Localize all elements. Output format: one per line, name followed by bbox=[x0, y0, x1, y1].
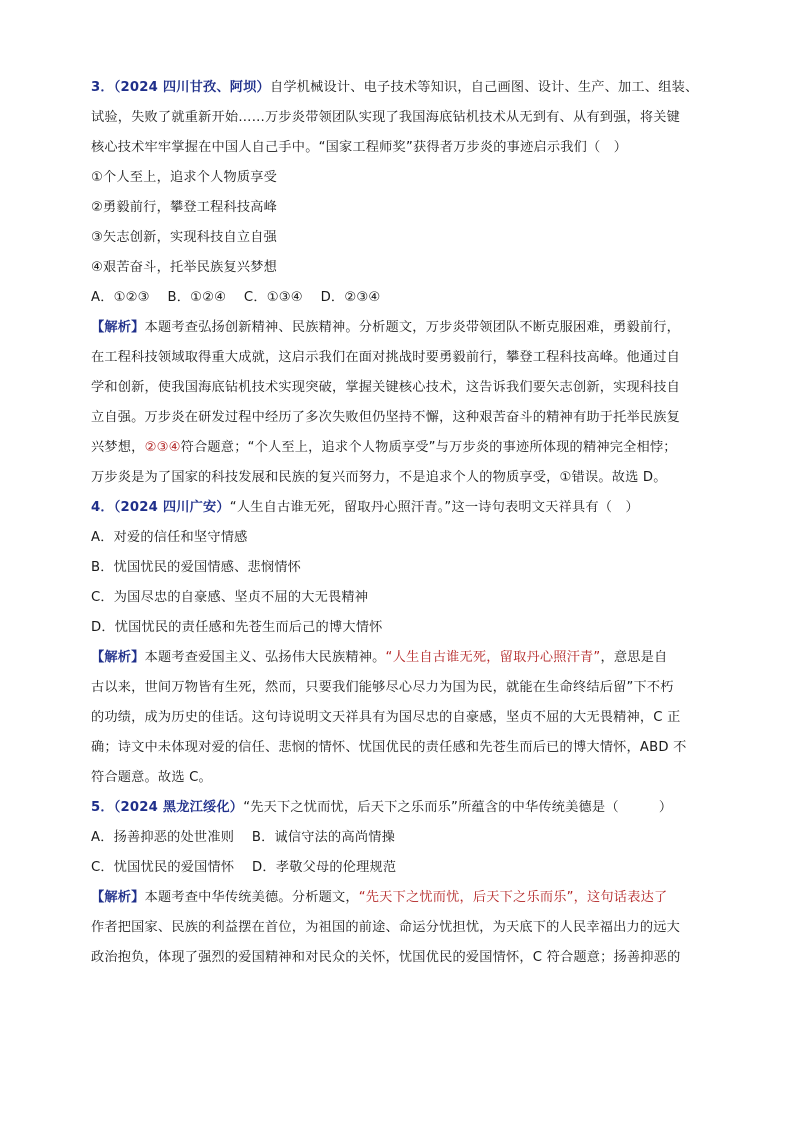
q3-stem-line-3: 核心技术牢牢掌握在中国人自己手中。“国家工程师奖”获得者万步炎的事迹启示我们（ ） bbox=[91, 140, 628, 155]
q5-stem: “先天下之忧而忧，后天下之乐而乐”所蕴含的中华传统美德是（ ） bbox=[243, 800, 673, 815]
q4-analysis-line-4: 确；诗文中未体现对爱的信任、悲悯的情怀、忧国优民的责任感和先苍生而后已的博大情怀，ABD 不 bbox=[91, 740, 687, 755]
q5-analysis-tag: 【解析】 bbox=[91, 890, 145, 905]
q5-analysis-1-highlight: “先天下之忧而忧，后天下之乐而乐”，这句话表达了 bbox=[358, 890, 668, 905]
q5-analysis-line-2: 作者把国家、民族的利益摆在首位，为祖国的前途、命运分忧担忧，为天底下的人民幸福出力的远大 bbox=[91, 920, 681, 935]
q4-source: （2024 四川广安） bbox=[113, 500, 230, 515]
q3-analysis-line-6: 万步炎是为了国家的科技发展和民族的复兴而努力，不是追求个人的物质享受，①错误。故选 D。 bbox=[91, 470, 667, 485]
q4-analysis-line-1 bbox=[91, 648, 713, 668]
q4-analysis-line-5: 符合题意。故选 C。 bbox=[91, 770, 212, 785]
q5-analysis-1-pre: 本题考查中华传统美德。分析题文， bbox=[144, 890, 359, 905]
q5-analysis-line-1 bbox=[91, 888, 713, 908]
q4-option-a: A．对爱的信任和坚守情感 bbox=[91, 530, 248, 545]
q3-analysis-line-5 bbox=[91, 438, 713, 458]
q3-analysis-5-pre: 兴梦想， bbox=[91, 440, 145, 455]
q3-stem-line-2: 试验，失败了就重新开始……万步炎带领团队实现了我国海底钻机技术从无到有、从有到强，将关键 bbox=[91, 110, 681, 125]
q4-analysis-1-highlight: “人生自古谁无死，留取丹心照汗青” bbox=[385, 650, 601, 665]
q3-option-3: ③矢志创新，实现科技自立自强 bbox=[91, 230, 278, 245]
q4-option-d: D．忧国忧民的责任感和先苍生而后己的博大情怀 bbox=[91, 620, 383, 635]
q3-stem-line-1 bbox=[91, 78, 713, 98]
q4-stem: “人生自古谁无死，留取丹心照汗青。”这一诗句表明文天祥具有（ ） bbox=[229, 500, 639, 515]
q3-analysis-1: 本题考查弘扬创新精神、民族精神。分析题文，万步炎带领团队不断克服困难，勇毅前行， bbox=[144, 320, 681, 335]
q3-analysis-line-4: 立自强。万步炎在研发过程中经历了多次失败但仍坚持不懈，这种艰苦奋斗的精神有助于托举民族复 bbox=[91, 410, 681, 425]
q5-source: （2024 黑龙江绥化） bbox=[113, 800, 244, 815]
q3-analysis-line-2: 在工程科技领域取得重大成就，这启示我们在面对挑战时要勇毅前行，攀登工程科技高峰。他通过自 bbox=[91, 350, 681, 365]
q3-analysis-5-post: 符合题意；“个人至上，追求个人物质享受”与万步炎的事迹所体现的精神完全相悖； bbox=[180, 440, 677, 455]
q5-number: 5． bbox=[91, 800, 114, 815]
q4-analysis-line-2: 古以来，世间万物皆有生死，然而，只要我们能够尽心尽力为国为民，就能在生命终结后留”下不朽 bbox=[91, 680, 674, 695]
q4-stem-line bbox=[91, 498, 713, 518]
document-page bbox=[91, 78, 713, 978]
q3-stem-1: 自学机械设计、电子技术等知识，自己画图、设计、生产、加工、组装、 bbox=[269, 80, 699, 95]
q3-choices: A．①②③ B．①②④ C．①③④ D．②③④ bbox=[91, 290, 381, 305]
q3-option-1: ①个人至上，追求个人物质享受 bbox=[91, 170, 278, 185]
q4-analysis-1-pre: 本题考查爱国主义、弘扬伟大民族精神。 bbox=[144, 650, 386, 665]
q4-number: 4． bbox=[91, 500, 114, 515]
q3-analysis-5-highlight: ②③④ bbox=[144, 440, 181, 455]
q4-analysis-tag: 【解析】 bbox=[91, 650, 145, 665]
q5-analysis-line-3: 政治抱负，体现了强烈的爱国精神和对民众的关怀，忧国优民的爱国情怀，C 符合题意；扬善抑恶的 bbox=[91, 950, 681, 965]
q3-option-2: ②勇毅前行，攀登工程科技高峰 bbox=[91, 200, 278, 215]
q4-analysis-line-3: 的功绩，成为历史的佳话。这句诗说明文天祥具有为国尽忠的自豪感，坚贞不屈的大无畏精神，C 正 bbox=[91, 710, 681, 725]
q4-option-b: B．忧国忧民的爱国情感、悲悯情怀 bbox=[91, 560, 302, 575]
q5-options-ab: A．扬善抑恶的处世准则 B．诚信守法的高尚情操 bbox=[91, 830, 395, 845]
q3-source: （2024 四川甘孜、阿坝） bbox=[113, 80, 270, 95]
q3-analysis-tag: 【解析】 bbox=[91, 320, 145, 335]
q5-options-cd: C．忧国忧民的爱国情怀 D．孝敬父母的伦理规范 bbox=[91, 860, 397, 875]
q4-option-c: C．为国尽忠的自豪感、坚贞不屈的大无畏精神 bbox=[91, 590, 369, 605]
q3-number: 3． bbox=[91, 80, 114, 95]
q3-analysis-line-1 bbox=[91, 318, 713, 338]
q4-analysis-1-post: ，意思是自 bbox=[600, 650, 668, 665]
q3-analysis-line-3: 学和创新，使我国海底钻机技术实现突破，掌握关键核心技术，这告诉我们要矢志创新，实现科技自 bbox=[91, 380, 681, 395]
q3-option-4: ④艰苦奋斗，托举民族复兴梦想 bbox=[91, 260, 278, 275]
q5-stem-line bbox=[91, 798, 713, 818]
